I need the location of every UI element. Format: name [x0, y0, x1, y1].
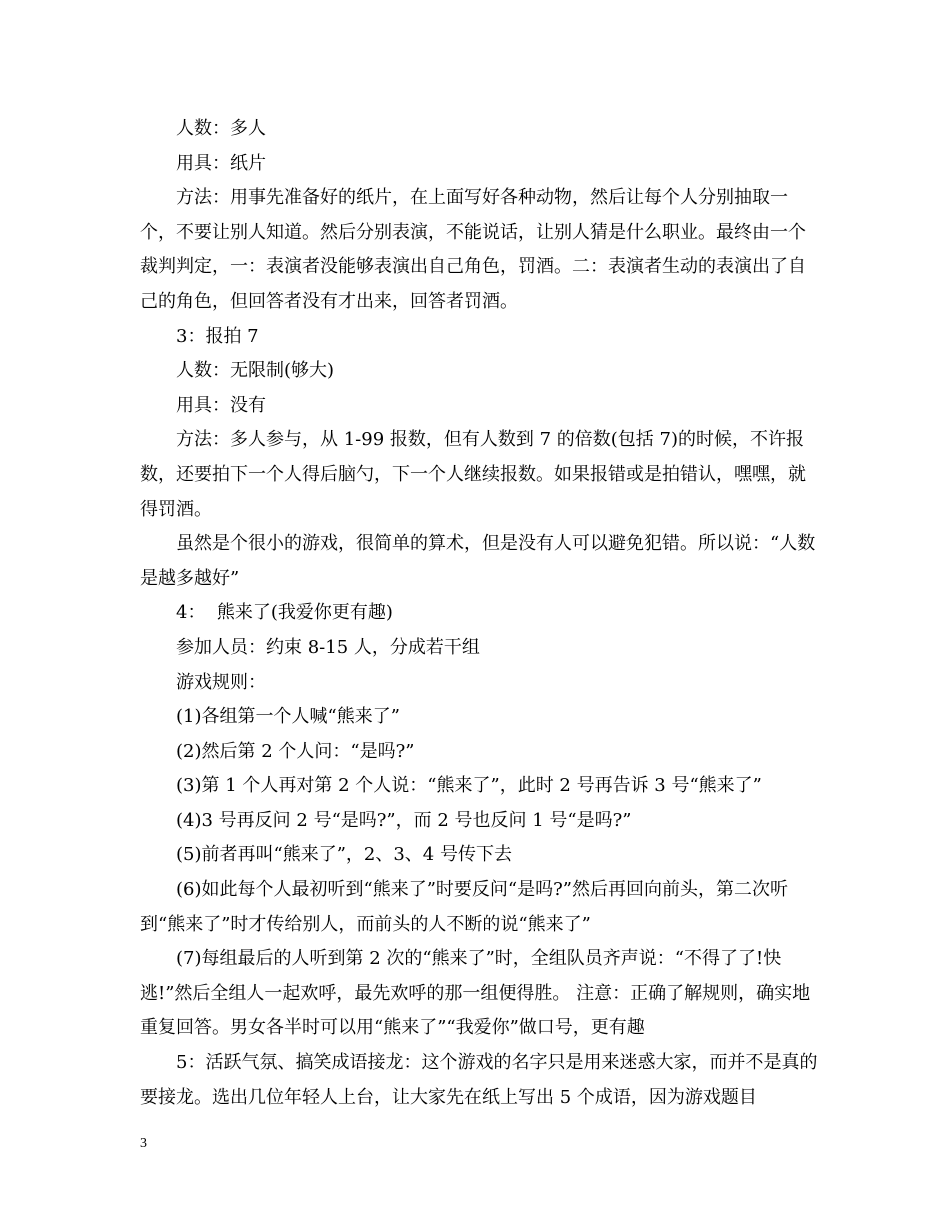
paragraph: (5)前者再叫“熊来了”，2、3、4 号传下去 [176, 844, 512, 866]
paragraph: 人数：多人 [176, 118, 266, 139]
paragraph: 方法：用事先准备好的纸片，在上面写好各种动物，然后让每个人分别抽取一个，不要让别人知道。然后分别表演，不能说话，让别人猜是什么职业。最终由一个裁判判定，一：表演者没能够表演出自己角色，罚酒。二：表演者生动的表演出了自己的角色，但回答者没有才出来，回答者罚酒。 [140, 187, 806, 312]
paragraph: 用具：没有 [176, 394, 266, 416]
paragraph: 用具：纸片 [176, 152, 266, 174]
paragraph: (2)然后第 2 个人问：“是吗?” [176, 740, 415, 762]
paragraph: 人数：无限制(够大) [176, 360, 335, 382]
paragraph: 3：报拍 7 [176, 325, 259, 347]
paragraph: 参加人员：约束 8-15 人，分成若干组 [176, 636, 480, 658]
paragraph: 虽然是个很小的游戏，很简单的算术，但是没有人可以避免犯错。所以说：“人数是越多越好” [140, 533, 816, 589]
paragraph: (7)每组最后的人听到第 2 次的“熊来了”时，全组队员齐声说：“不得了了!快逃!”然后全组人一起欢呼，最先欢呼的那一组便得胜。 注意：正确了解规则，确实地重复回答。男女各半时可以用“熊来了”“我爱你”做口号，更有趣 [140, 948, 811, 1039]
page-number: 3 [140, 1136, 147, 1151]
paragraph: 4： 熊来了(我爱你更有趣) [176, 602, 393, 624]
paragraph: (1)各组第一个人喊“熊来了” [176, 706, 400, 728]
paragraph: (4)3 号再反问 2 号“是吗?”，而 2 号也反问 1 号“是吗?” [176, 809, 632, 831]
paragraph: 方法：多人参与，从 1-99 报数，但有人数到 7 的倍数(包括 7)的时候，不许报数，还要拍下一个人得后脑勺，下一个人继续报数。如果报错或是拍错认，嘿嘿，就得罚酒。 [140, 429, 806, 520]
document-body [140, 112, 820, 1115]
paragraph: (6)如此每个人最初听到“熊来了”时要反问“是吗?”然后再回向前头，第二次听到“熊来了”时才传给别人，而前头的人不断的说“熊来了” [140, 879, 788, 935]
paragraph: 游戏规则： [176, 671, 266, 693]
paragraph: (3)第 1 个人再对第 2 个人说：“熊来了”，此时 2 号再告诉 3 号“熊来了” [176, 775, 762, 797]
paragraph: 5：活跃气氛、搞笑成语接龙：这个游戏的名字只是用来迷惑大家，而并不是真的要接龙。选出几位年轻人上台，让大家先在纸上写出 5 个成语，因为游戏题目 [140, 1052, 818, 1108]
